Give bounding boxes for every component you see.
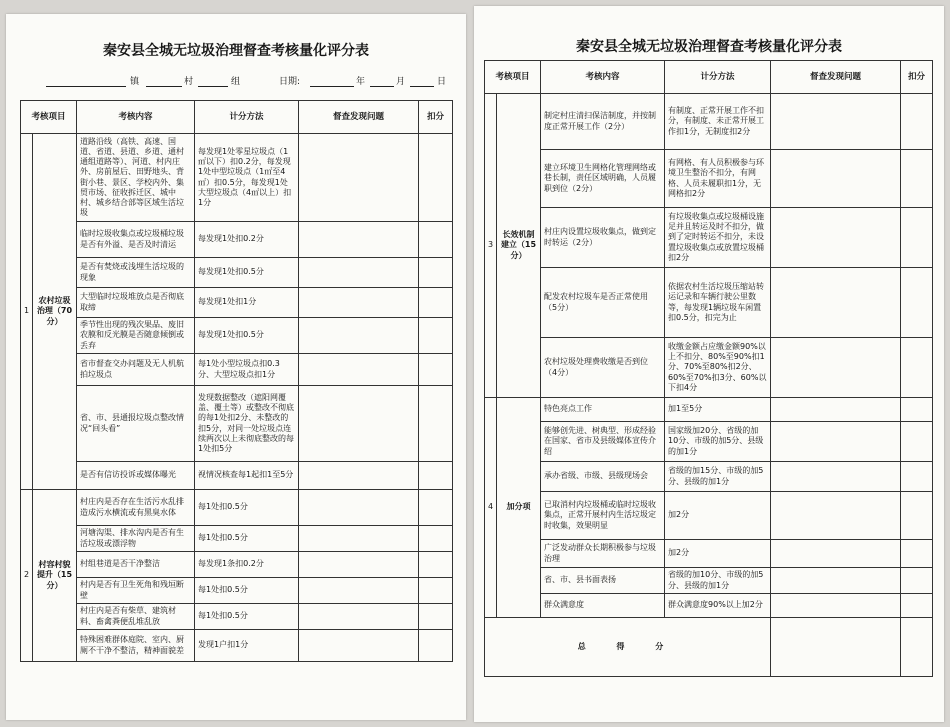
- table-row: [485, 94, 933, 150]
- table-row: [21, 288, 453, 318]
- table-row: [21, 630, 453, 662]
- table-row: [21, 578, 453, 604]
- scoring-method: 省级的加10分、市级的加5分、县级的加1分: [665, 568, 771, 594]
- table-row: [21, 462, 453, 490]
- scoring-method: 每1处扣0.5分: [195, 526, 299, 552]
- scoring-method: 每发现1处扣0.2分: [195, 222, 299, 258]
- category-name: 村容村貌提升（15分）: [33, 490, 77, 662]
- deduction-cell[interactable]: [901, 268, 933, 338]
- criteria-content: 是否有焚烧或浅埋生活垃圾的现象: [77, 258, 195, 288]
- scoring-method: 每发现1处扣0.5分: [195, 318, 299, 354]
- criteria-content: 农村垃圾处理费收缴是否到位（4分）: [541, 338, 665, 398]
- criteria-content: 河塘沟渠、排水沟内是否有生活垃圾或漂浮物: [77, 526, 195, 552]
- header-category: 考核项目: [21, 101, 77, 134]
- category-number: 4: [485, 398, 497, 618]
- category-number: 2: [21, 490, 33, 662]
- header-content: 考核内容: [77, 101, 195, 134]
- scoring-method: 每1处扣0.5分: [195, 604, 299, 630]
- scoring-method: 每1处扣0.5分: [195, 578, 299, 604]
- table-header-row: [485, 61, 933, 94]
- scoring-method: 有网格、有人员积极参与环境卫生整治不扣分，有网格、人员未履职扣1分，无网格扣2分: [665, 150, 771, 208]
- deduction-cell[interactable]: [901, 540, 933, 568]
- header-category: 考核项目: [485, 61, 541, 94]
- village-label: 村: [184, 77, 194, 87]
- criteria-content: 能够创先进、树典型、形成经验在国家、省市及县级媒体宣传介绍: [541, 422, 665, 462]
- criteria-content: 特殊困难群体庭院、室内、厨厕不干净不整洁，精神面貌差: [77, 630, 195, 662]
- deduction-cell[interactable]: [419, 222, 453, 258]
- issues-found-cell[interactable]: [299, 258, 419, 288]
- category-name: 加分项: [497, 398, 541, 618]
- category-name: 长效机制建立（15分）: [497, 94, 541, 398]
- table-row: [485, 462, 933, 492]
- issues-found-cell[interactable]: [299, 604, 419, 630]
- criteria-content: 省市督查交办问题及无人机航拍垃圾点: [77, 354, 195, 386]
- scoring-method: 加1至5分: [665, 398, 771, 422]
- criteria-content: 已取消村内垃圾桶或临时垃圾收集点，正常开展村内生活垃圾定时收集，效果明显: [541, 492, 665, 540]
- issues-found-cell[interactable]: [299, 318, 419, 354]
- deduction-cell[interactable]: [901, 150, 933, 208]
- month-blank[interactable]: [370, 78, 394, 87]
- left-page: [6, 14, 466, 720]
- page-title: 秦安县全城无垃圾治理督查考核量化评分表: [576, 39, 842, 55]
- table-row: [21, 386, 453, 462]
- scoring-method: 发现数据整改（遮阳网覆盖、覆土等）或整改不彻底的每1处扣2分、未整改的扣5分，对同一处垃圾点连续两次以上未彻底整改的每1处扣5分: [195, 386, 299, 462]
- scoring-method: 收缴金额占应缴金额90%以上不扣分、80%至90%扣1分、70%至80%扣2分、60%至70%扣3分、60%以下扣4分: [665, 338, 771, 398]
- issues-found-cell[interactable]: [771, 398, 901, 422]
- deduction-cell[interactable]: [419, 386, 453, 462]
- table-row: [21, 604, 453, 630]
- issues-found-cell[interactable]: [299, 386, 419, 462]
- deduction-cell[interactable]: [419, 318, 453, 354]
- issues-found-cell[interactable]: [771, 208, 901, 268]
- issues-found-cell[interactable]: [771, 568, 901, 594]
- scoring-method: 有制度、正常开展工作不扣分，有制度、未正常开展工作扣1分，无制度扣2分: [665, 94, 771, 150]
- deduction-cell[interactable]: [419, 578, 453, 604]
- day-label: 日: [437, 77, 447, 87]
- scoring-method: 每发现1条扣0.2分: [195, 552, 299, 578]
- total-row: [485, 618, 933, 677]
- issues-found-cell[interactable]: [299, 526, 419, 552]
- deduction-cell[interactable]: [901, 338, 933, 398]
- year-blank[interactable]: [310, 78, 354, 87]
- scoring-method: 加2分: [665, 540, 771, 568]
- deduction-cell[interactable]: [419, 354, 453, 386]
- header-issues: 督查发现问题: [771, 61, 901, 94]
- issues-found-cell[interactable]: [771, 150, 901, 208]
- criteria-content: 村庄内是否有柴草、建筑材料、畜禽粪便乱堆乱放: [77, 604, 195, 630]
- issues-found-cell[interactable]: [299, 462, 419, 490]
- scoring-method: 国家级加20分、省级的加10分、市级的加5分、县级的加1分: [665, 422, 771, 462]
- header-method: 计分方法: [665, 61, 771, 94]
- scoring-method: 每1处小型垃圾点扣0.3分、大型垃圾点扣1分: [195, 354, 299, 386]
- criteria-content: 广泛发动群众长期积极参与垃圾治理: [541, 540, 665, 568]
- table-row: [485, 208, 933, 268]
- criteria-content: 村庄内设置垃圾收集点，做到定时转运（2分）: [541, 208, 665, 268]
- table-row: [485, 540, 933, 568]
- deduction-cell[interactable]: [901, 94, 933, 150]
- table-row: [21, 490, 453, 526]
- deduction-cell[interactable]: [419, 134, 453, 222]
- deduction-cell[interactable]: [419, 288, 453, 318]
- scoring-method: 加2分: [665, 492, 771, 540]
- scoring-table-left: [20, 100, 453, 662]
- criteria-content: 省、市、县通报垃圾点整改情况“回头看”: [77, 386, 195, 462]
- issues-found-cell[interactable]: [299, 552, 419, 578]
- criteria-content: 特色亮点工作: [541, 398, 665, 422]
- deduction-cell[interactable]: [901, 422, 933, 462]
- group-blank[interactable]: [198, 78, 228, 87]
- town-blank[interactable]: [46, 78, 126, 87]
- town-label: 镇: [130, 77, 140, 87]
- criteria-content: 临时垃圾收集点或垃圾桶垃圾是否有外溢、是否及时清运: [77, 222, 195, 258]
- header-deduction: 扣分: [419, 101, 453, 134]
- issues-found-cell[interactable]: [771, 540, 901, 568]
- deduction-cell[interactable]: [901, 208, 933, 268]
- table-row: [21, 318, 453, 354]
- table-row: [485, 568, 933, 594]
- deduction-cell[interactable]: [419, 552, 453, 578]
- total-score-cell[interactable]: [901, 618, 933, 677]
- issues-found-cell[interactable]: [299, 222, 419, 258]
- month-label: 月: [396, 77, 406, 87]
- issues-found-cell[interactable]: [771, 594, 901, 618]
- criteria-content: 村组巷道是否干净整洁: [77, 552, 195, 578]
- deduction-cell[interactable]: [419, 630, 453, 662]
- table-row: [485, 422, 933, 462]
- criteria-content: 是否有信访投诉或媒体曝光: [77, 462, 195, 490]
- category-number: 3: [485, 94, 497, 398]
- day-blank[interactable]: [410, 78, 434, 87]
- scoring-method: 依据农村生活垃圾压缩站转运记录和车辆行驶公里数等，每发现1辆垃圾车闲置扣0.5分，扣完为止: [665, 268, 771, 338]
- header-deduction: 扣分: [901, 61, 933, 94]
- total-issues-cell[interactable]: [771, 618, 901, 677]
- table-row: [21, 552, 453, 578]
- criteria-content: 村内是否有卫生死角和残垣断壁: [77, 578, 195, 604]
- issues-found-cell[interactable]: [299, 354, 419, 386]
- table-row: [21, 134, 453, 222]
- deduction-cell[interactable]: [901, 398, 933, 422]
- deduction-cell[interactable]: [901, 594, 933, 618]
- header-content: 考核内容: [541, 61, 665, 94]
- table-row: [485, 150, 933, 208]
- issues-found-cell[interactable]: [299, 630, 419, 662]
- table-header-row: [21, 101, 453, 134]
- scoring-table-right: [484, 60, 933, 677]
- issues-found-cell[interactable]: [771, 338, 901, 398]
- criteria-content: 承办省级、市级、县级现场会: [541, 462, 665, 492]
- table-row: [21, 222, 453, 258]
- issues-found-cell[interactable]: [771, 94, 901, 150]
- scoring-method: 发现1户扣1分: [195, 630, 299, 662]
- issues-found-cell[interactable]: [771, 422, 901, 462]
- village-blank[interactable]: [146, 78, 182, 87]
- deduction-cell[interactable]: [419, 462, 453, 490]
- scoring-method: 每发现1处扣1分: [195, 288, 299, 318]
- scoring-method: 群众满意度90%以上加2分: [665, 594, 771, 618]
- scoring-method: 省级的加15分、市级的加5分、县级的加1分: [665, 462, 771, 492]
- table-row: [485, 398, 933, 422]
- deduction-cell[interactable]: [419, 526, 453, 552]
- criteria-content: 配发农村垃圾车是否正常使用（5分）: [541, 268, 665, 338]
- table-row: [485, 338, 933, 398]
- criteria-content: 大型临时垃圾堆放点是否彻底取缔: [77, 288, 195, 318]
- criteria-content: 建立环境卫生网格化管理网络或巷长制，责任区域明确，人员履职到位（2分）: [541, 150, 665, 208]
- deduction-cell[interactable]: [419, 490, 453, 526]
- criteria-content: 季节性出现的残次果品、废旧农膜和反光膜是否随意倾倒或丢弃: [77, 318, 195, 354]
- table-row: [485, 492, 933, 540]
- category-name: 农村垃圾治理（70分）: [33, 134, 77, 490]
- scoring-method: 有垃圾收集点或垃圾桶设施足并且转运及时不扣分，做到了定时转运不扣分，未设置垃圾收集点或放置垃圾桶扣2分: [665, 208, 771, 268]
- scoring-method: 每发现1处扣0.5分: [195, 258, 299, 288]
- criteria-content: 制定村庄清扫保洁制度，并按制度正常开展工作（2分）: [541, 94, 665, 150]
- deduction-cell[interactable]: [901, 568, 933, 594]
- issues-found-cell[interactable]: [771, 492, 901, 540]
- header-method: 计分方法: [195, 101, 299, 134]
- scoring-method: 视情况核查每1起扣1至5分: [195, 462, 299, 490]
- deduction-cell[interactable]: [419, 604, 453, 630]
- criteria-content: 省、市、县书面表扬: [541, 568, 665, 594]
- table-row: [21, 526, 453, 552]
- total-score-label: 总 得 分: [485, 618, 771, 677]
- issues-found-cell[interactable]: [299, 490, 419, 526]
- issues-found-cell[interactable]: [299, 288, 419, 318]
- issues-found-cell[interactable]: [771, 268, 901, 338]
- criteria-content: 道路沿线（高铁、高速、国道、省道、县道、乡道、通村通组道路等）、河道、村内庄外、房前屋后、田野地头、背街小巷、景区、学校内外、集贸市场、征收拆迁区、城中村、城乡结合部等区域生活垃圾: [77, 134, 195, 222]
- table-row: [485, 268, 933, 338]
- date-label: 日期:: [279, 77, 301, 87]
- deduction-cell[interactable]: [901, 462, 933, 492]
- issues-found-cell[interactable]: [299, 134, 419, 222]
- header-issues: 督查发现问题: [299, 101, 419, 134]
- page-title: 秦安县全城无垃圾治理督查考核量化评分表: [103, 43, 369, 59]
- criteria-content: 村庄内是否存在生活污水乱排造成污水横流或有黑臭水体: [77, 490, 195, 526]
- year-label: 年: [356, 77, 366, 87]
- table-row: [21, 354, 453, 386]
- deduction-cell[interactable]: [901, 492, 933, 540]
- criteria-content: 群众满意度: [541, 594, 665, 618]
- table-row: [21, 258, 453, 288]
- issues-found-cell[interactable]: [299, 578, 419, 604]
- table-row: [485, 594, 933, 618]
- issues-found-cell[interactable]: [771, 462, 901, 492]
- right-page: [474, 6, 944, 722]
- category-number: 1: [21, 134, 33, 490]
- scoring-method: 每发现1处零星垃圾点（1㎡以下）扣0.2分，每发现1处中型垃圾点（1㎡至4㎡）扣0.5分，每发现1处大型垃圾点（4㎡以上）扣1分: [195, 134, 299, 222]
- scoring-method: 每1处扣0.5分: [195, 490, 299, 526]
- group-label: 组: [231, 77, 241, 87]
- deduction-cell[interactable]: [419, 258, 453, 288]
